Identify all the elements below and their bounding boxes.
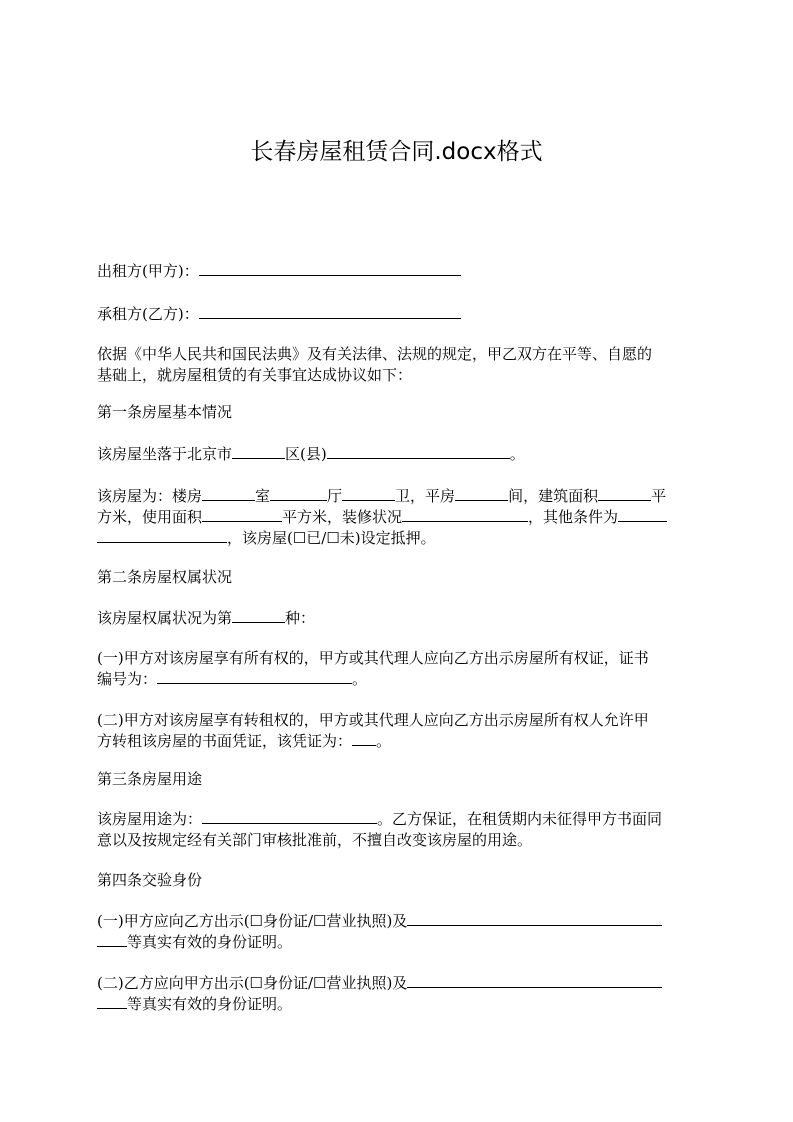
ownership-option-2-line-2 <box>97 728 697 754</box>
desc2-text-a: 方米，使用面积 <box>97 508 203 526</box>
article-1-heading: 第一条房屋基本情况 <box>97 403 233 421</box>
document-title: 长春房屋租赁合同.docx格式 <box>250 139 543 165</box>
district-blank[interactable] <box>232 441 285 459</box>
desc-text-b: 室 <box>255 487 271 505</box>
article-3-heading: 第三条房屋用途 <box>97 770 203 788</box>
identity-2-blank-2[interactable] <box>97 991 127 1009</box>
ownership-type-text-b: 种： <box>285 609 316 627</box>
identity-option-2-line-2 <box>97 991 697 1017</box>
lessee-line <box>97 301 697 327</box>
article-2-heading: 第二条房屋权属状况 <box>97 568 233 586</box>
lessee-blank[interactable] <box>199 301 461 319</box>
other-conditions-blank-2[interactable] <box>97 525 227 543</box>
desc-text-a: 该房屋为：楼房 <box>97 487 203 505</box>
desc-text-d: 卫，平房 <box>395 487 456 505</box>
desc-text-c: 厅 <box>327 487 343 505</box>
usage-label: 该房屋用途为： <box>97 810 203 828</box>
lessor-blank[interactable] <box>199 258 461 276</box>
intro-line-1: 依据《中华人民共和国民法典》及有关法律、法规的规定，甲乙双方在平等、自愿的 <box>97 345 653 363</box>
usable-area-blank[interactable] <box>202 504 282 522</box>
cert-number-blank[interactable] <box>157 666 352 684</box>
decoration-blank[interactable] <box>402 504 528 522</box>
floor-area-blank[interactable] <box>598 483 651 501</box>
house-desc-line-3 <box>97 525 697 551</box>
ownership-type-blank[interactable] <box>232 605 285 623</box>
desc2-text-b: 平方米，装修状况 <box>282 508 403 526</box>
identity-1-text: (一)甲方应向乙方出示(☐身份证/☐营业执照)及 <box>97 912 408 930</box>
bungalow-rooms-blank[interactable] <box>455 483 508 501</box>
usage-text-b: 。乙方保证，在租赁期内未征得甲方书面同 <box>377 810 663 828</box>
halls-blank[interactable] <box>270 483 327 501</box>
mortgage-text: ，该房屋(☐已/☐未)设定抵押。 <box>227 529 436 547</box>
location-text-a: 该房屋坐落于北京市 <box>97 445 233 463</box>
desc-text-e: 间，建筑面积 <box>508 487 599 505</box>
location-text-c: 。 <box>509 445 525 463</box>
lessor-line <box>97 258 697 284</box>
article-4-heading: 第四条交验身份 <box>97 871 203 889</box>
sublease-cert-label: 方转租该房屋的书面凭证，该凭证为： <box>97 732 353 750</box>
desc-text-f: 平 <box>651 487 667 505</box>
usage-line-2: 意以及按规定经有关部门审核批准前，不擅自改变该房屋的用途。 <box>97 831 533 849</box>
location-line <box>97 441 697 467</box>
location-text-b: 区(县) <box>285 445 327 463</box>
ownership-option-1-line-1: (一)甲方对该房屋享有所有权的，甲方或其代理人应向乙方出示房屋所有权证，证书 <box>97 649 649 667</box>
ownership-type-text-a: 该房屋权属状况为第 <box>97 609 233 627</box>
rooms-blank[interactable] <box>202 483 255 501</box>
address-blank[interactable] <box>327 441 510 459</box>
intro-line-2: 基础上，就房屋租赁的有关事宜达成协议如下： <box>97 366 413 384</box>
sublease-cert-blank[interactable] <box>352 728 376 746</box>
lessor-label: 出租方(甲方)： <box>97 262 199 280</box>
cert-number-end: 。 <box>352 670 368 688</box>
desc2-text-c: ，其他条件为 <box>528 508 619 526</box>
ownership-option-1-line-2 <box>97 666 697 692</box>
identity-1-blank-2[interactable] <box>97 929 127 947</box>
cert-number-label: 编号为： <box>97 670 158 688</box>
ownership-option-2-line-1: (二)甲方对该房屋享有转租权的，甲方或其代理人应向乙方出示房屋所有权人允许甲 <box>97 711 649 729</box>
lessee-label: 承租方(乙方)： <box>97 305 199 323</box>
identity-1-blank[interactable] <box>407 908 662 926</box>
identity-1-end: 等真实有效的身份证明。 <box>127 933 293 951</box>
baths-blank[interactable] <box>342 483 395 501</box>
ownership-type-line <box>97 605 697 631</box>
identity-option-1-line-2 <box>97 929 697 955</box>
usage-blank[interactable] <box>202 806 377 824</box>
identity-2-end: 等真实有效的身份证明。 <box>127 995 293 1013</box>
other-conditions-blank[interactable] <box>618 504 667 522</box>
identity-2-text: (二)乙方应向甲方出示(☐身份证/☐营业执照)及 <box>97 974 408 992</box>
sublease-cert-end: 。 <box>376 732 392 750</box>
identity-2-blank[interactable] <box>407 970 662 988</box>
